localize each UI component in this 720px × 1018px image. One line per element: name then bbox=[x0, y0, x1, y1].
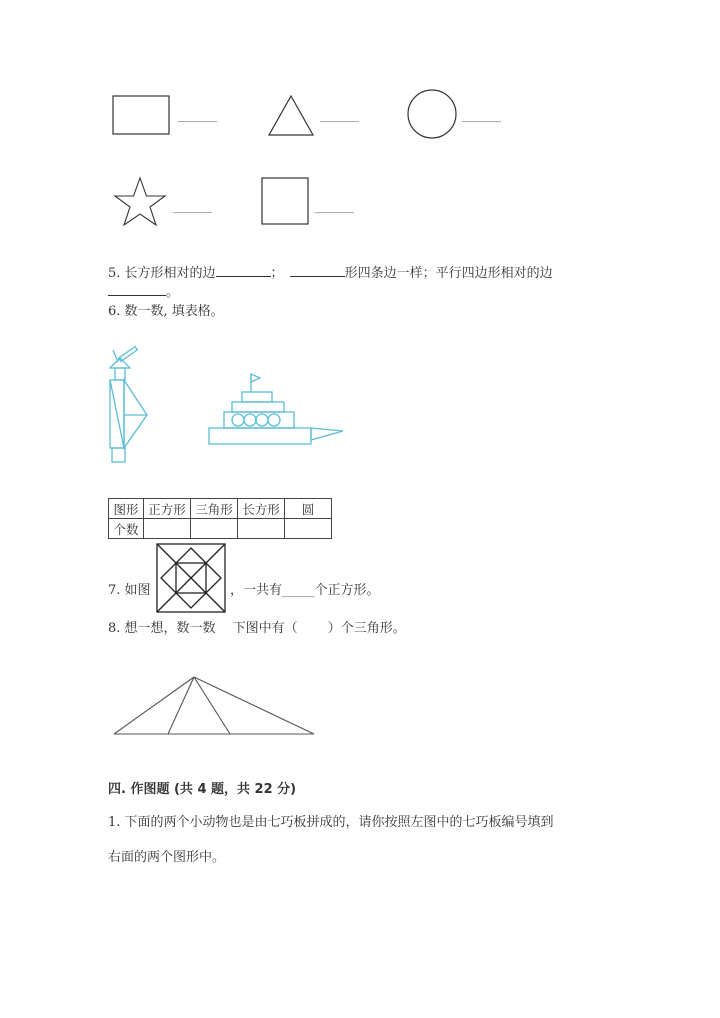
question-5-line-2 bbox=[108, 284, 179, 302]
q5-middle: 形四条边一样；平行四边形相对的边 bbox=[344, 266, 553, 281]
table-input-cell[interactable] bbox=[144, 519, 191, 539]
q5-line2-end: 。 bbox=[166, 285, 180, 300]
table-header-cell: 三角形 bbox=[191, 499, 238, 519]
section-4-q1-line-2: 右面的两个图形中。 bbox=[108, 850, 226, 865]
question-8: 8. 想一想，数一数 下图中有（ ）个三角形。 bbox=[108, 621, 406, 636]
triangles-figure bbox=[112, 675, 318, 739]
q5-separator: ； bbox=[270, 266, 284, 281]
table-input-cell[interactable] bbox=[191, 519, 238, 539]
table-header-cell: 正方形 bbox=[144, 499, 191, 519]
table-row-count bbox=[109, 519, 332, 539]
square-shape bbox=[261, 177, 311, 227]
q5-blank-1 bbox=[216, 276, 271, 277]
q7-suffix bbox=[230, 582, 380, 600]
triangle-shape bbox=[267, 95, 315, 137]
question-6-title: 6. 数一数, 填表格。 bbox=[108, 304, 224, 319]
blue-ship-figure bbox=[206, 370, 346, 450]
star-blank: ______ bbox=[173, 199, 212, 214]
table-header-cell: 圆 bbox=[285, 499, 332, 519]
table-row-label: 个数 bbox=[109, 519, 144, 539]
table-header-cell: 长方形 bbox=[238, 499, 285, 519]
q7-blank: _____ bbox=[282, 583, 315, 598]
triangle-blank: ______ bbox=[320, 108, 359, 123]
section-4-q1-line-1: 1. 下面的两个小动物也是由七巧板拼成的，请你按照左图中的七巧板编号填到 bbox=[108, 815, 554, 830]
question-5-line-1 bbox=[108, 265, 553, 283]
circle-blank: ______ bbox=[462, 108, 501, 123]
q7-text-a: ，一共有 bbox=[230, 583, 283, 598]
rectangle-shape bbox=[112, 95, 172, 137]
section-4-title: 四. 作图题 (共 4 题，共 22 分) bbox=[108, 782, 297, 797]
blue-tower-figure bbox=[104, 348, 154, 466]
square-blank: ______ bbox=[315, 199, 354, 214]
table-row-header bbox=[109, 499, 332, 519]
nested-squares-figure bbox=[156, 543, 228, 615]
q7-prefix: 7. 如图 bbox=[108, 583, 151, 598]
q5-blank-2 bbox=[290, 276, 345, 277]
circle-shape bbox=[406, 88, 460, 142]
q5-blank-3 bbox=[108, 295, 166, 296]
star-shape bbox=[110, 176, 170, 228]
table-input-cell[interactable] bbox=[285, 519, 332, 539]
q7-text-b: 个正方形。 bbox=[314, 583, 380, 598]
count-table bbox=[108, 498, 332, 539]
table-input-cell[interactable] bbox=[238, 519, 285, 539]
rectangle-blank: ______ bbox=[178, 108, 217, 123]
table-header-cell: 图形 bbox=[109, 499, 144, 519]
q5-prefix: 5. 长方形相对的边 bbox=[108, 266, 216, 281]
